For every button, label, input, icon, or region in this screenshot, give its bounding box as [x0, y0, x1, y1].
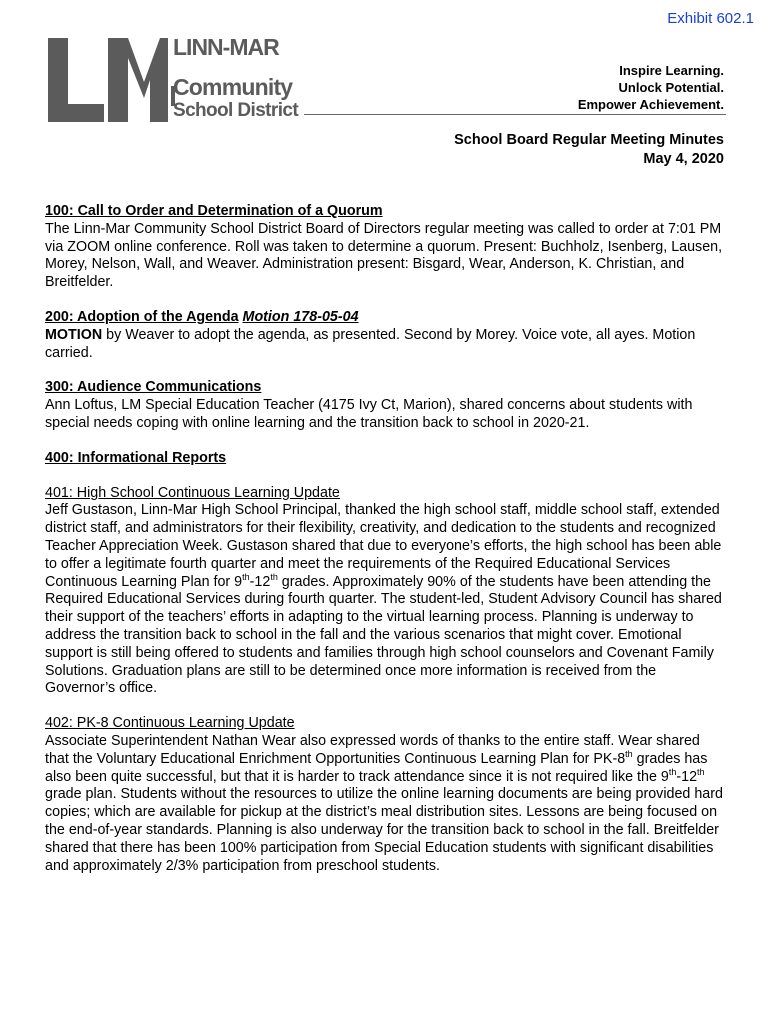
section-100: [45, 203, 726, 292]
tagline-line: Unlock Potential.: [618, 80, 724, 95]
minutes-body: [45, 203, 726, 892]
tagline: [578, 62, 724, 113]
tagline-line: Inspire Learning.: [619, 63, 724, 78]
lm-monogram: [48, 38, 168, 122]
logo-line-school-district: School District: [173, 100, 299, 121]
motion-label: MOTION: [45, 326, 103, 343]
meeting-date: May 4, 2020: [643, 151, 724, 167]
section-300: [45, 379, 726, 432]
header-divider: [304, 114, 726, 115]
section-heading: 200: Adoption of the Agenda: [45, 308, 239, 325]
section-heading: 300: Audience Communications: [45, 379, 262, 396]
subsection-heading: 402: PK-8 Continuous Learning Update: [45, 715, 295, 732]
tagline-line: Empower Achievement.: [577, 97, 724, 112]
section-heading: 100: Call to Order and Determination of a Quorum: [45, 203, 383, 219]
logo-line-community: Community: [173, 74, 293, 100]
section-200: [45, 309, 726, 362]
motion-text: by Weaver to adopt the agenda, as presented. Second by Morey. Voice vote, all ayes. Motion carried.: [45, 326, 696, 361]
section-402: [45, 715, 726, 875]
meeting-header: [454, 131, 724, 169]
subsection-heading: 401: High School Continuous Learning Update: [45, 484, 340, 501]
section-text: [45, 327, 726, 363]
section-text: The Linn-Mar Community School District Board of Directors regular meeting was called to order at 7:01 PM via ZOOM online conference. Roll was taken to determine a quorum. Present: Buchholz, Isenberg, Lausen, Morey, Nelson, Wall, and Weaver. Administration present: Bisgard, Wear, Anderson, K. Christian, and Breitfelder.: [45, 220, 723, 291]
section-401: [45, 485, 726, 699]
section-400: [45, 450, 726, 468]
logo-line-linn-mar: LINN-MAR: [173, 34, 279, 60]
section-text: Jeff Gustason, Linn-Mar High School Principal, thanked the high school staff, middle school staff, extended district staff, and administrators for their flexibility, creativity, and dedication to the students and recognized Teacher Appreciation Week. Gustason shared that due to everyone’s efforts, the high school has been able to offer a legitimate fourth quarter and meet the requirements of the Required Educational Services Continuous Learning Plan for 9th-12th grades. Approximately 90% of the students have been attending the Required Educational Services during fourth quarter. The student-led, Student Advisory Council has shared their support of the teachers’ efforts in adapting to the virtual learning process. Planning is underway to address the transition back to school in the fall and the various scenarios that might cover. Emotional support is still being offered to students and families through high school counselors and Covenant Family Solutions. Graduation plans are still to be determined once more information is received from the Governor’s office.: [45, 502, 722, 697]
section-heading: 400: Informational Reports: [45, 449, 227, 466]
section-text: Ann Loftus, LM Special Education Teacher (4175 Ivy Ct, Marion), shared concerns about students with special needs coping with online learning and the transition back to school in 2020-21.: [45, 397, 693, 431]
section-text: Associate Superintendent Nathan Wear also expressed words of thanks to the entire staff. Wear shared that the Voluntary Educational Enrichment Opportunities Continuous Learning Plan for PK-8th grades has also been quite successful, but that it is harder to track attendance since it is not required like the 9th-12th grade plan. Students without the resources to utilize the online learning documents are being provided hard copies; which are available for pickup at the district’s meal distribution sites. Lessons are being focused on the end-of-year standards. Planning is also underway for the transition back to school in the fall. Breitfelder shared that there has been 100% participation from Special Education students with significant disabilities and approximately 2/3% participation from preschool students.: [45, 732, 723, 874]
exhibit-label: Exhibit 602.1: [667, 10, 754, 27]
meeting-title: School Board Regular Meeting Minutes: [454, 132, 724, 148]
motion-number: Motion 178-05-04: [242, 308, 359, 325]
